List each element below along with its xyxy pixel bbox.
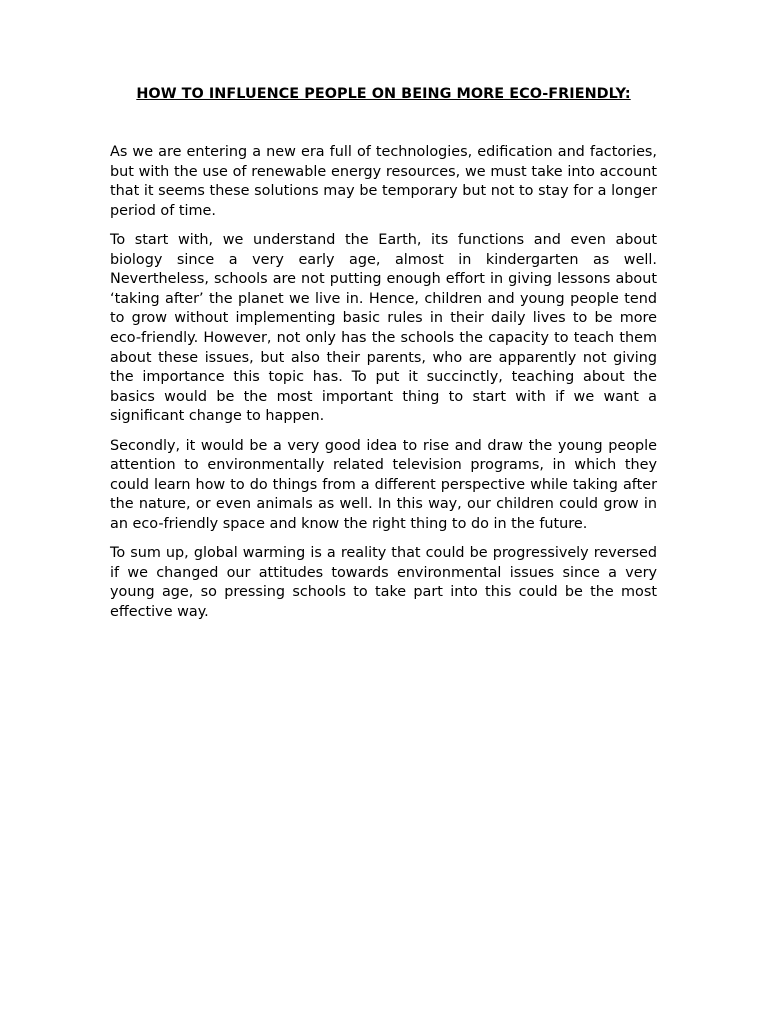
paragraph-conclusion: To sum up, global warming is a reality that could be progressively reversed if we changed our attitudes towards environmental issues since a very young age, so pressing schools to take part into this could be the most effective way. (110, 545, 657, 620)
document-title: HOW TO INFLUENCE PEOPLE ON BEING MORE ECO-FRIENDLY: (136, 86, 631, 102)
document-body (110, 143, 657, 632)
paragraph-intro: As we are entering a new era full of technologies, edification and factories, but with the use of renewable energy resources, we must take into account that it seems these solutions may be temporary but not to stay for a longer period of time. (110, 144, 657, 219)
paragraph-first-point: To start with, we understand the Earth, its functions and even about biology since a very early age, almost in kindergarten as well. Nevertheless, schools are not putting enough effort in giving lessons about ‘taking after’ the planet we live in. Hence, children and young people tend to grow without implementing basic rules in their daily lives to be more eco-friendly. However, not only has the schools the capacity to teach them about these issues, but also their parents, who are apparently not giving the importance this topic has. To put it succinctly, teaching about the basics would be the most important thing to start with if we want a significant change to happen. (110, 231, 657, 425)
paragraph-second-point: Secondly, it would be a very good idea to rise and draw the young people attention to environmentally related television programs, in which they could learn how to do things from a different perspective while taking after the nature, or even animals as well. In this way, our children could grow in an eco-friendly space and know the right thing to do in the future. (110, 437, 657, 532)
